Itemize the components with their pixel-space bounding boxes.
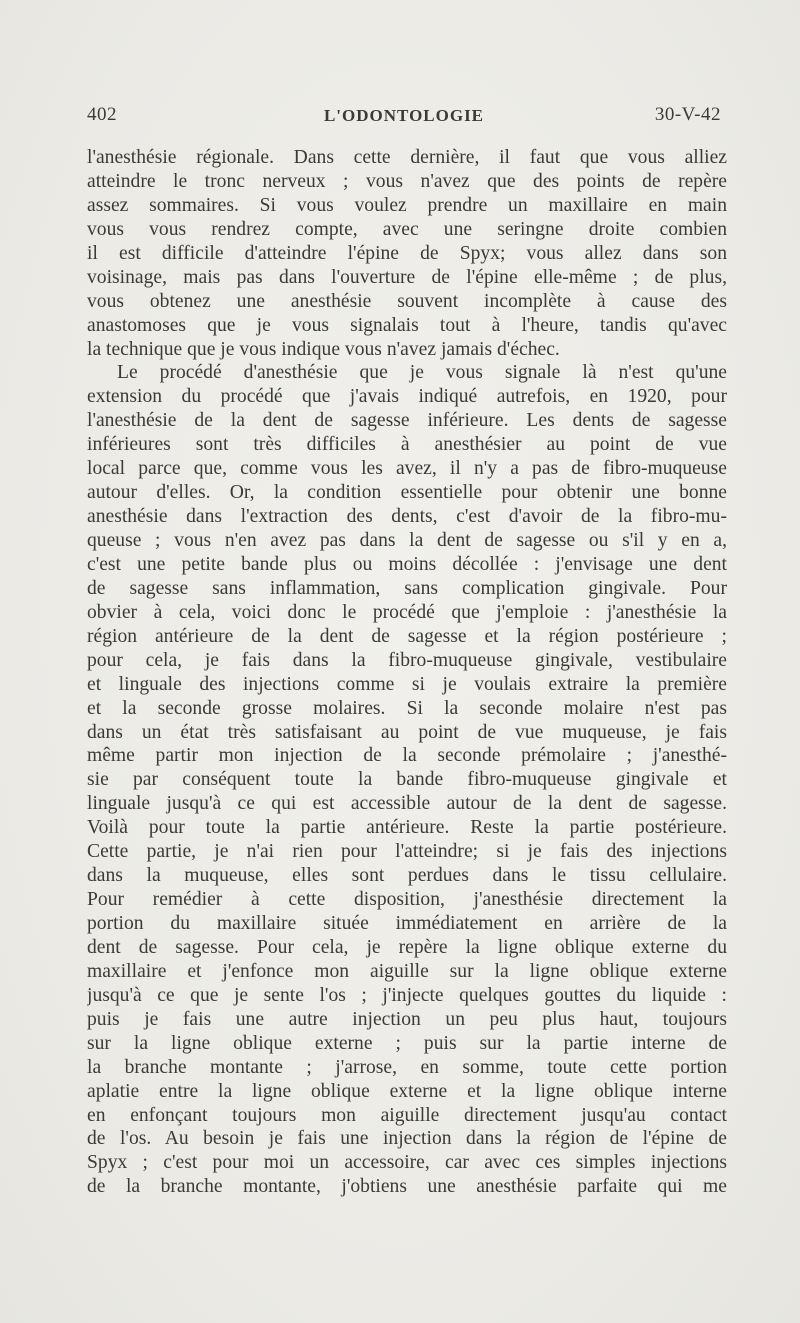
text-line: sie par conséquent toute la bande fibro-muqueuse gingivale et [87, 769, 727, 791]
text-line: autour d'elles. Or, la condition essentielle pour obtenir une bonne [87, 482, 727, 504]
text-line: Pour remédier à cette disposition, j'anesthésie directement la [87, 889, 727, 911]
text-line: anastomoses que je vous signalais tout à l'heure, tandis qu'avec [87, 314, 727, 336]
issue-date: 30-V-42 [654, 104, 721, 125]
text-line: maxillaire et j'enfonce mon aiguille sur la ligne oblique externe [87, 960, 727, 982]
text-line: de sagesse sans inflammation, sans complication gingivale. Pour [87, 577, 727, 599]
text-line: aplatie entre la ligne oblique externe et la ligne oblique interne [87, 1080, 727, 1102]
text-line: l'anesthésie régionale. Dans cette dernière, il faut que vous alliez [87, 147, 727, 168]
text-line: obvier à cela, voici donc le procédé que j'emploie : j'anesthésie la [87, 601, 727, 623]
text-line: anesthésie dans l'extraction des dents, c'est d'avoir de la fibro-mu- [87, 506, 727, 528]
text-line: Spyx ; c'est pour moi un accessoire, car avec ces simples injections [87, 1152, 727, 1174]
text-line: vous obtenez une anesthésie souvent incomplète à cause des [87, 290, 727, 312]
page-number: 402 [87, 104, 117, 125]
text-line: inférieures sont très difficiles à anesthésier au point de vue [87, 434, 727, 456]
text-line: de la branche montante, j'obtiens une anesthésie parfaite qui me [87, 1176, 727, 1198]
text-line: jusqu'à ce que je sente l'os ; j'injecte quelques gouttes du liquide : [87, 984, 727, 1006]
text-line: puis je fais une autre injection un peu plus haut, toujours [87, 1008, 727, 1030]
text-line: même partir mon injection de la seconde prémolaire ; j'anesthé- [87, 745, 727, 767]
text-line: il est difficile d'atteindre l'épine de Spyx; vous allez dans son [87, 242, 727, 264]
text-line: région antérieure de la dent de sagesse et la région postérieure ; [87, 625, 727, 647]
text-line: vous vous rendrez compte, avec une seringne droite combien [87, 218, 727, 240]
text-line: et linguale des injections comme si je voulais extraire la première [87, 673, 727, 695]
text-line: local parce que, comme vous les avez, il n'y a pas de fibro-muqueuse [87, 458, 727, 480]
text-line: queuse ; vous n'en avez pas dans la dent de sagesse ou s'il y en a, [87, 530, 727, 551]
text-line: de l'os. Au besoin je fais une injection dans la région de l'épine de [87, 1128, 727, 1150]
text-line: portion du maxillaire située immédiatement en arrière de la [87, 913, 727, 934]
text-line: dans un état très satisfaisant au point de vue muqueuse, je fais [87, 721, 727, 743]
text-line: dans la muqueuse, elles sont perdues dans le tissu cellulaire. [87, 865, 727, 887]
text-line: linguale jusqu'à ce qui est accessible autour de la dent de sagesse. [87, 793, 727, 815]
text-line: c'est une petite bande plus ou moins décollée : j'envisage une dent [87, 553, 727, 575]
text-line: la technique que je vous indique vous n'avez jamais d'échec. [87, 338, 560, 360]
body-text [87, 146, 727, 1199]
text-line: assez sommaires. Si vous voulez prendre un maxillaire en main [87, 194, 727, 216]
running-title: L'ODONTOLOGIE [323, 106, 485, 125]
text-line: atteindre le tronc nerveux ; vous n'avez que des points de repère [87, 170, 727, 192]
text-line: dent de sagesse. Pour cela, je repère la ligne oblique externe du [87, 936, 727, 958]
page-header [87, 104, 721, 134]
text-line: la branche montante ; j'arrose, en somme, toute cette portion [87, 1056, 727, 1078]
text-line: voisinage, mais pas dans l'ouverture de l'épine elle-même ; de plus, [87, 266, 727, 288]
text-line: Le procédé d'anesthésie que je vous signale là n'est qu'une [117, 362, 727, 384]
text-line: pour cela, je fais dans la fibro-muqueuse gingivale, vestibulaire [87, 649, 727, 671]
text-line: extension du procédé que j'avais indiqué autrefois, en 1920, pour [87, 386, 727, 408]
text-line: sur la ligne oblique externe ; puis sur la partie interne de [87, 1032, 727, 1054]
text-line: et la seconde grosse molaires. Si la seconde molaire n'est pas [87, 697, 727, 719]
text-line: Voilà pour toute la partie antérieure. Reste la partie postérieure. [87, 817, 727, 839]
text-line: en enfonçant toujours mon aiguille directement jusqu'au contact [87, 1104, 727, 1126]
text-line: Cette partie, je n'ai rien pour l'atteindre; si je fais des injections [87, 841, 727, 863]
text-line: l'anesthésie de la dent de sagesse inférieure. Les dents de sagesse [87, 410, 727, 432]
